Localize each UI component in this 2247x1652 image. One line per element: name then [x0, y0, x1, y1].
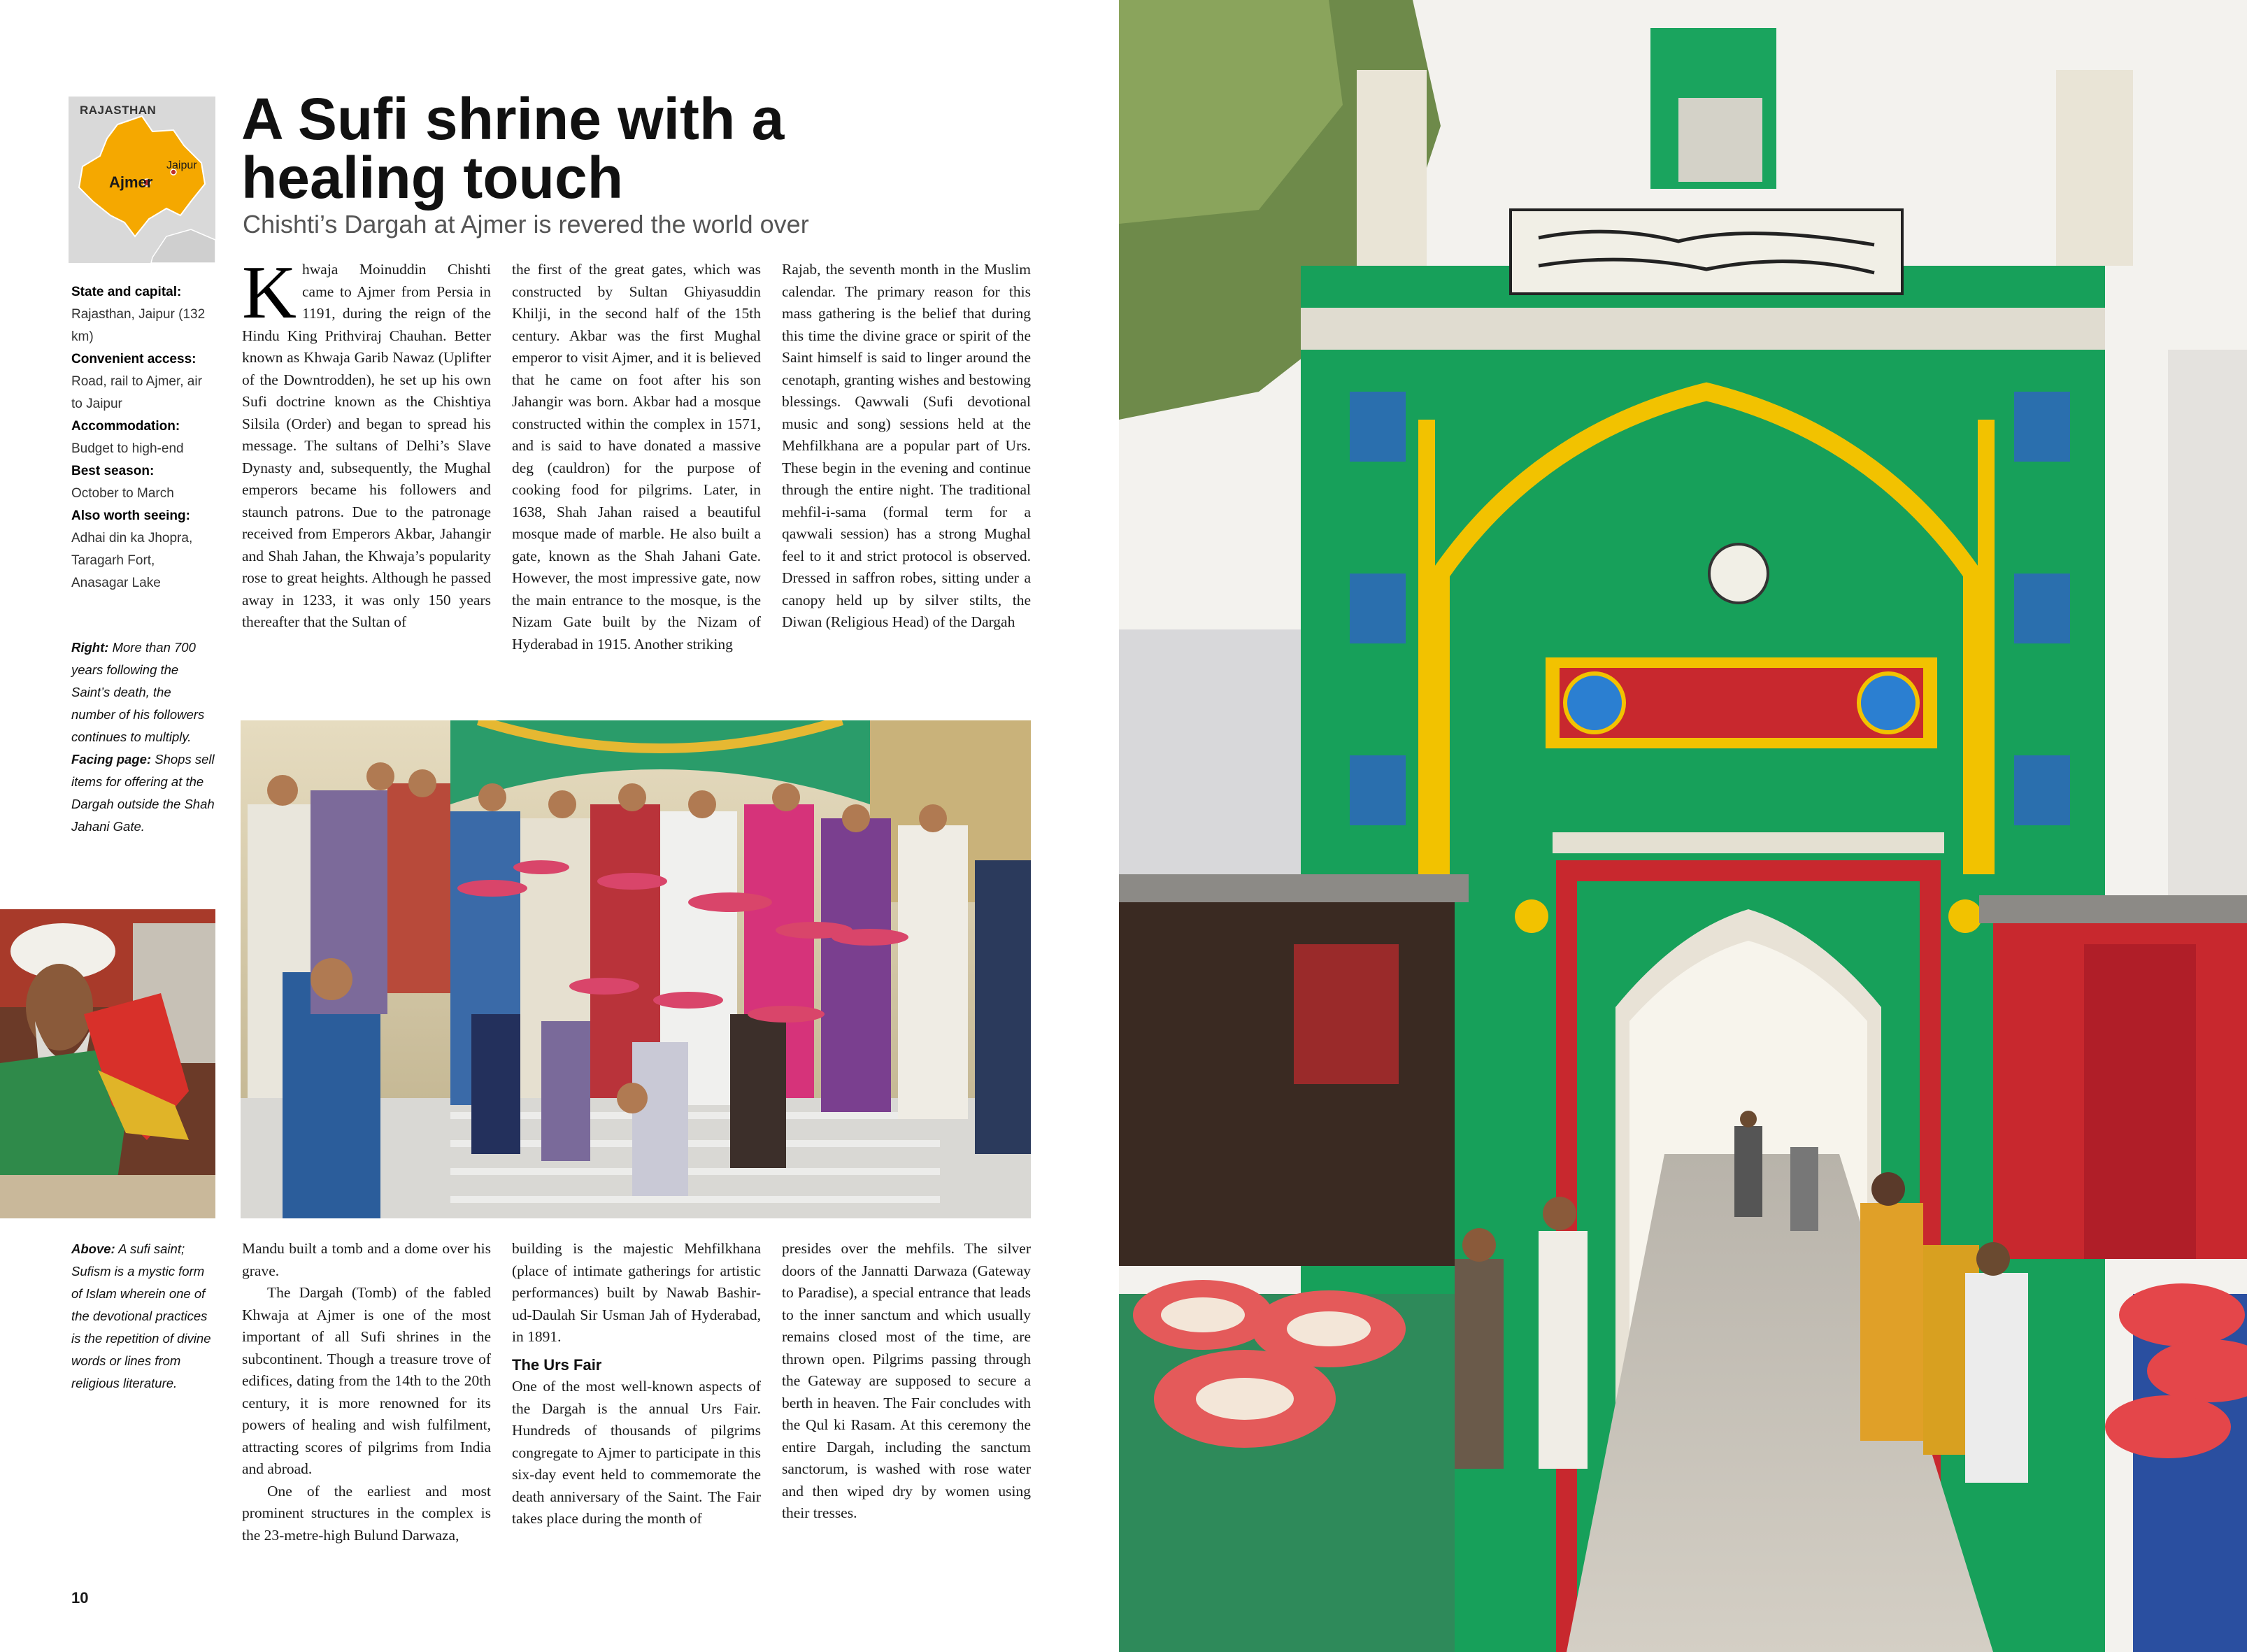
fact-label: Best season: [71, 464, 155, 478]
body-text: Rajab, the seventh month in the Muslim calendar. The primary reason for this mass gathering is the belief that during this time the divine grace or spirit of the Saint himself is said to linger around the cenotaph, granting wishes and bestowing blessings. Qawwali (Sufi devotional music and song) sessions held at the Mehfilkhana are a popular part of Urs. These begin in the evening and continue through the entire night. The traditional mehfil-i-sama (formal term for a qawwali session) has a strong Mughal feel to it and strict protocol is observed. Dressed in saffron robes, sitting under a canopy held up by silver stilts, the Diwan (Religious Head) of the Dargah [782, 261, 1031, 630]
rajasthan-locator-map [69, 97, 215, 263]
body-column-5 [512, 1238, 761, 1530]
left-page [0, 0, 1119, 1652]
body-column-1 [242, 251, 491, 634]
fact-label: Convenient access: [71, 352, 197, 366]
fact-value: Budget to high-end [71, 441, 184, 456]
body-column-6 [782, 1238, 1031, 1525]
fact-item [71, 460, 211, 505]
body-text: hwaja Moinuddin Chishti came to Ajmer from Persia in 1191, during the reign of the Hindu King Prithviraj Chauhan. Better known as Khwaja Garib Nawaz (Uplifter of the Downtrodden), he set up his own Sufi doctrine known as the Chishtiya Silsila (Order) and began to spread his message. The sultans of Delhi’s Slave Dynasty and, subsequently, the Mughal emperors became his followers and staunch patrons. Due to the patronage received from Emperors Akbar, Jahangir and Shah Jahan, the Khwaja’s popularity rose to great heights. Although he passed away in 1233, it was only 150 years thereafter that the Sultan of [242, 261, 491, 630]
body-text: One of the earliest and most prominent structures in the complex is the 23-metre-high Bulund Darwaza, [242, 1482, 491, 1544]
body-text: One of the most well-known aspects of the Dargah is the annual Urs Fair. Hundreds of thousands of pilgrims congregate to Ajmer to participate in this six-day event held to commemorate the death anniversary of the Saint. The Fair takes place during the month of [512, 1378, 761, 1527]
shah-jahani-gate-photo [1119, 0, 2247, 1652]
caption-label: Right: [71, 640, 109, 655]
fact-item [71, 505, 211, 594]
body-text: the first of the great gates, which was constructed by Sultan Ghiyasuddin Khilji, in the second half of the 15th century. Akbar was the first Mughal emperor to visit Ajmer, and it is believed that he came on foot after his son Jahangir was born. Akbar had a mosque constructed within the complex in 1571, and is said to have donated a massive deg (cauldron) for the purpose of cooking food for pilgrims. Later, in 1638, Shah Jahan raised a beautiful mosque made of marble. He also built a gate, known as the Shah Jahani Gate. However, the most impressive gate, now the main entrance to the mosque, is the Nizam Gate built by the Nizam of Hyderabad in 1915. Another striking [512, 261, 761, 653]
sufi-saint-photo [0, 909, 215, 1218]
body-text: presides over the mehfils. The silver doors of the Jannatti Darwaza (Gateway to Paradise), a special entrance that leads to the inner sanctum and which usually remains closed most of the time, are thrown open. Pilgrims passing through the Gateway are supposed to secure a berth in heaven. The Fair concludes with the Qul ki Rasam. At this ceremony the entire Dargah, including the sanctum sanctorum, is washed with rose water and then wiped dry by women using their tresses. [782, 1240, 1031, 1521]
fact-item [71, 415, 211, 460]
page-title [241, 86, 885, 211]
body-column-2 [512, 259, 761, 655]
fact-value: Road, rail to Ajmer, air to Jaipur [71, 374, 202, 411]
pilgrims-photo [241, 720, 1031, 1218]
sufi-saint-illustration [0, 909, 215, 1218]
body-text: Mandu built a tomb and a dome over his grave. [242, 1240, 491, 1279]
caption-above [71, 1238, 215, 1395]
fact-value: October to March [71, 486, 174, 501]
gate-illustration [1119, 0, 2247, 1652]
fact-box [71, 281, 211, 594]
page-number: 10 [71, 1589, 89, 1607]
map-city-label: Ajmer [109, 173, 153, 191]
caption-text: Shops sell items for offering at the Dargah outside the Shah Jahani Gate. [71, 752, 215, 834]
fact-value: Adhai din ka Jhopra, Taragarh Fort, Anasagar Lake [71, 531, 193, 590]
title-line-1: A Sufi shrine with a [241, 86, 785, 152]
section-heading: The Urs Fair [512, 1355, 602, 1374]
caption-right [71, 636, 215, 838]
title-line-2: healing touch [241, 145, 623, 211]
fact-value: Rajasthan, Jaipur (132 km) [71, 307, 206, 344]
map-city2-label: Jaipur [166, 159, 197, 171]
body-text: building is the majestic Mehfilkhana (place of intimate gatherings for artistic performances) built by Nawab Bashir-ud-Daulah Sir Usman Jah of Hyderabad, in 1891. [512, 1240, 761, 1345]
drop-cap: K [242, 251, 297, 334]
pilgrims-illustration [241, 720, 1031, 1218]
body-text: The Dargah (Tomb) of the fabled Khwaja at Ajmer is one of the most important of all Sufi shrines in the subcontinent. Though a treasure trove of edifices, dating from the 14th to the 20th century, it is more renowned for its powers of healing and wish fulfilment, attracting scores of pilgrims from India and abroad. [242, 1284, 491, 1477]
caption-label: Facing page: [71, 752, 152, 767]
fact-item [71, 281, 211, 348]
body-column-4 [242, 1238, 491, 1546]
caption-text: More than 700 years following the Saint’s death, the number of his followers continues to multiply. [71, 640, 205, 744]
subtitle: Chishti’s Dargah at Ajmer is revered the world over [243, 210, 809, 238]
body-column-3 [782, 259, 1031, 634]
fact-item [71, 348, 211, 415]
map-state-label: RAJASTHAN [80, 104, 157, 117]
fact-label: Accommodation: [71, 419, 180, 434]
fact-label: Also worth seeing: [71, 508, 190, 523]
caption-label: Above: [71, 1241, 115, 1256]
caption-text: A sufi saint; Sufism is a mystic form of Islam wherein one of the devotional practices is the repetition of divine words or lines from religious literature. [71, 1241, 211, 1390]
fact-label: State and capital: [71, 285, 182, 299]
